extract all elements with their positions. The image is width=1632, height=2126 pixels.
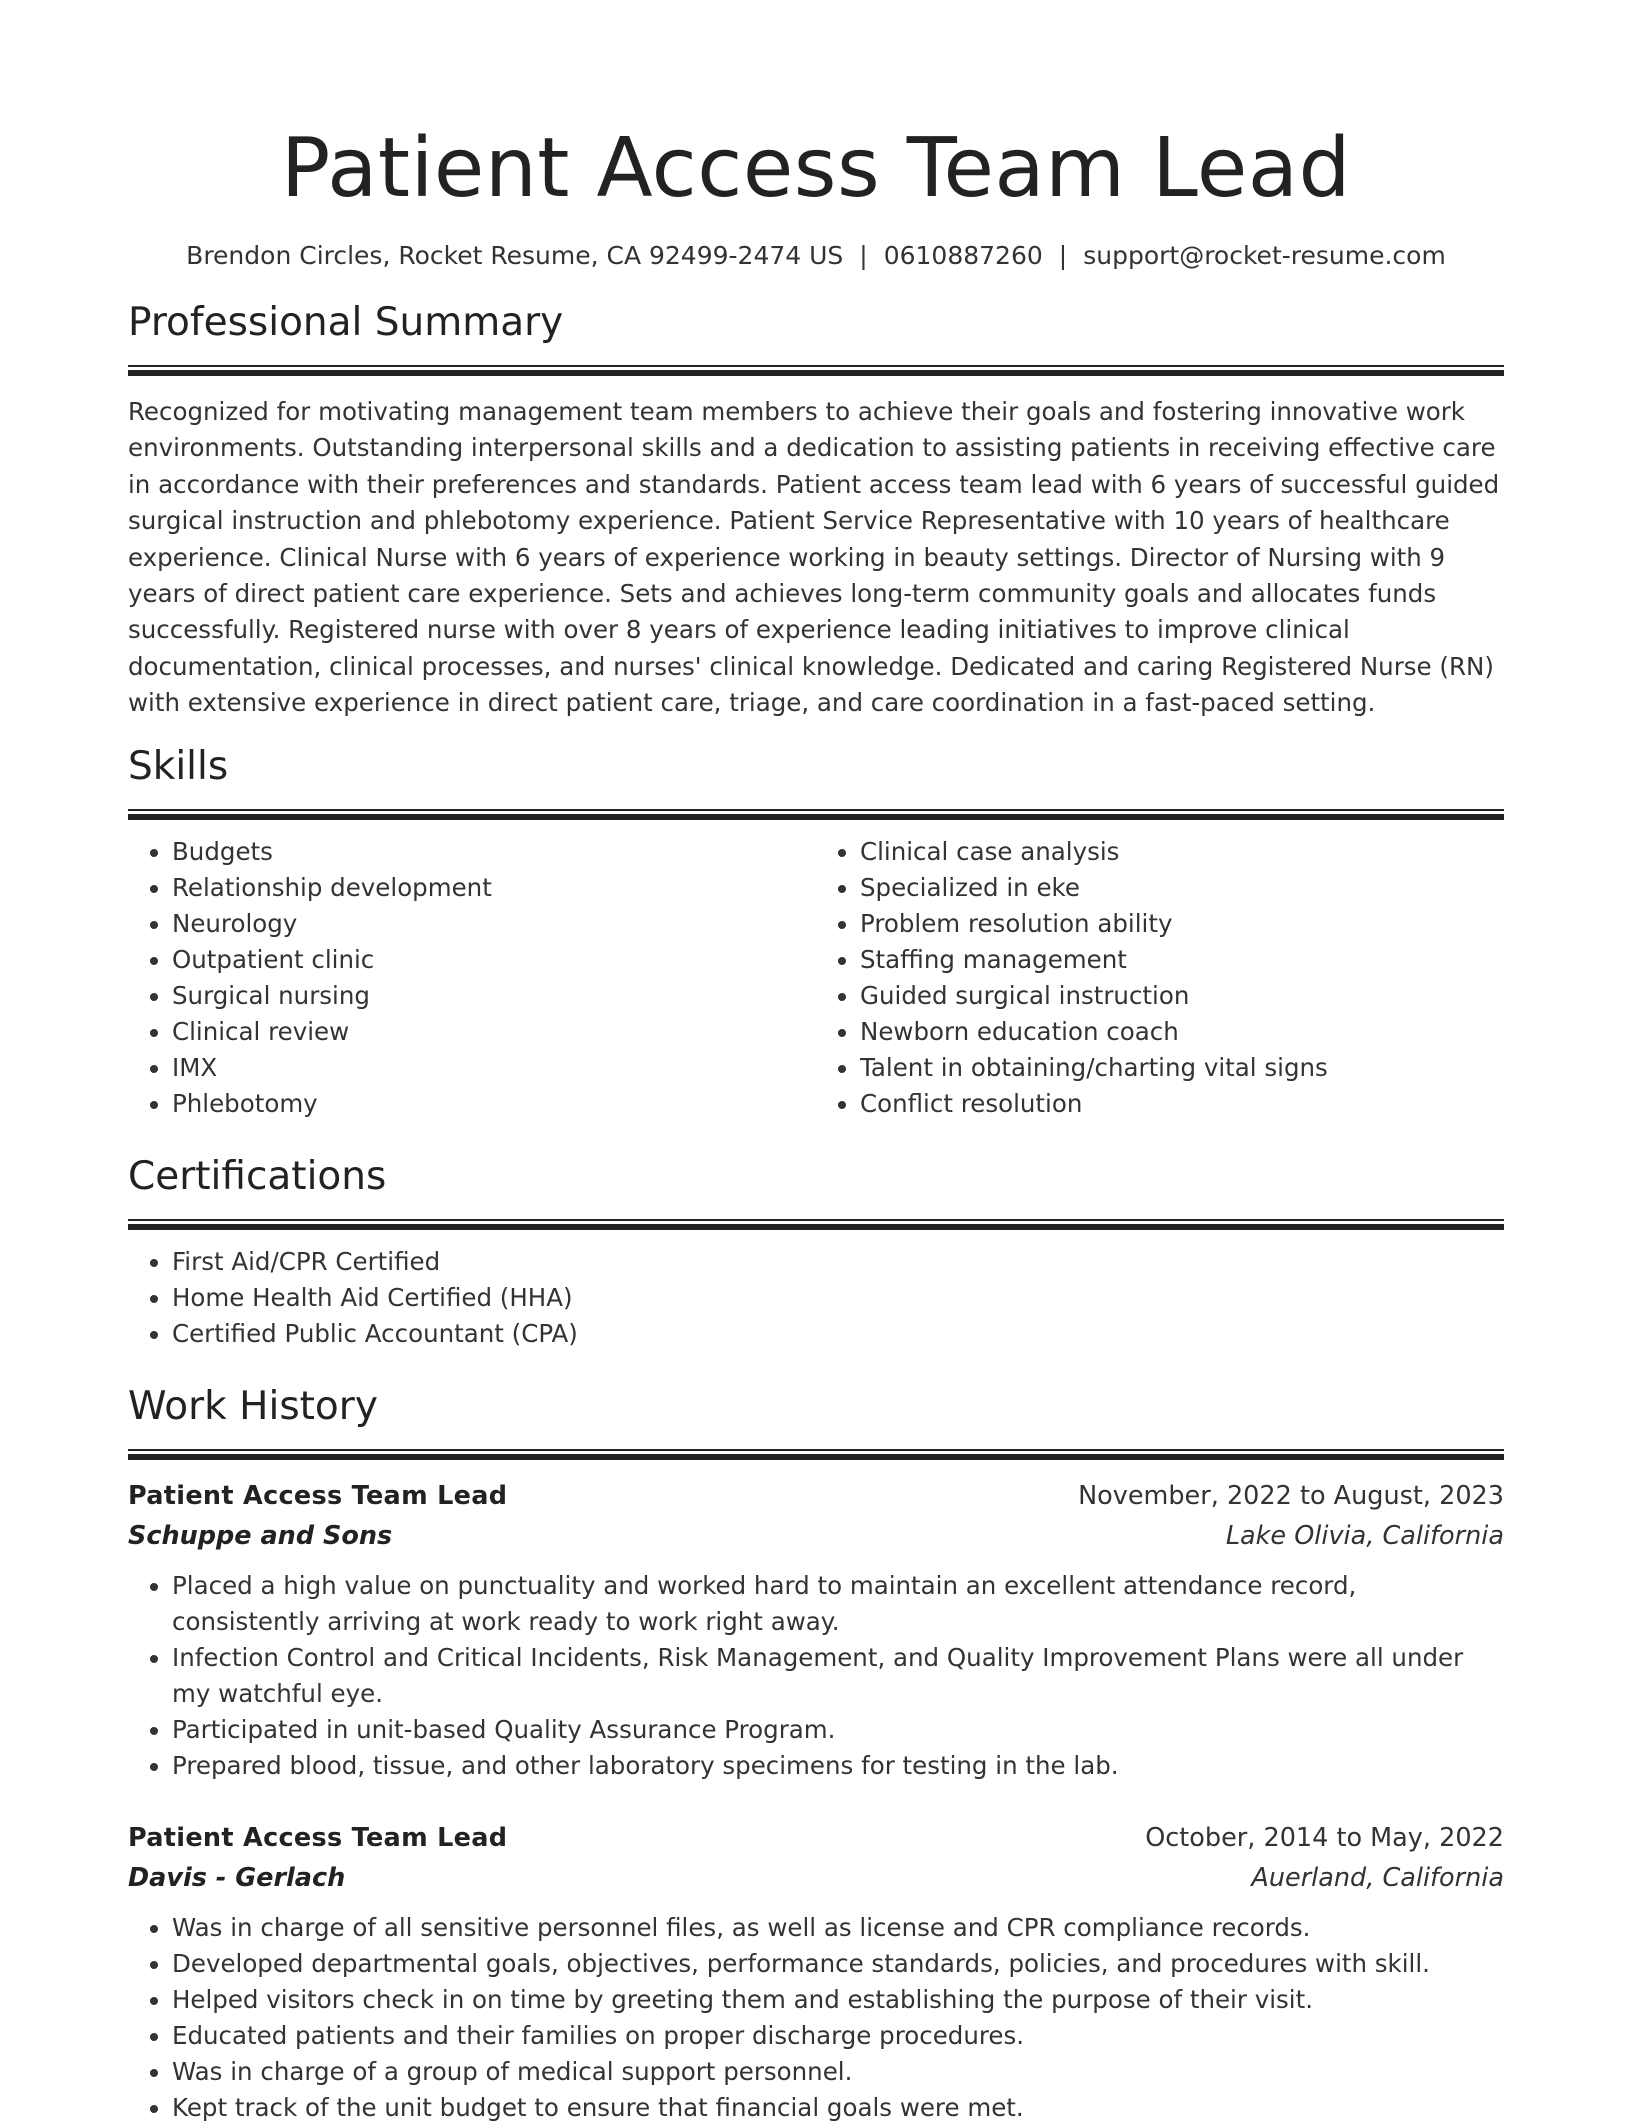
resume-name: Patient Access Team Lead xyxy=(280,121,1352,216)
job-entry xyxy=(128,1476,1504,1784)
section-divider xyxy=(128,809,1504,820)
section-divider xyxy=(128,1449,1504,1460)
summary-text: Recognized for motivating management team members to achieve their goals and fostering innovative work environments. Outstanding interpersonal skills and a dedication to assisting patients in receiving effective care in accordance with their preferences and standards. Patient access team lead with 6 years of successful guided surgical instruction and phlebotomy experience. Patient Service Representative with 10 years of healthcare experience. Clinical Nurse with 6 years of experience working in beauty settings. Director of Nursing with 9 years of direct patient care experience. Sets and achieves long-term community goals and allocates funds successfully. Registered nurse with over 8 years of experience leading initiatives to improve clinical documentation, clinical processes, and nurses' clinical knowledge. Dedicated and caring Registered Nurse (RN) with extensive experience in direct patient care, triage, and care coordination in a fast-paced setting. xyxy=(128,397,1500,718)
skill-item: • Relationship development xyxy=(172,870,816,906)
resume-page xyxy=(128,0,1504,2126)
job-company: Schuppe and Sons xyxy=(128,1520,393,1551)
job-header xyxy=(128,1818,1504,1858)
job-bullet: • Was in charge of a group of medical support personnel. xyxy=(172,2054,1504,2090)
job-location: Lake Olivia, California xyxy=(1225,1520,1504,1551)
skill-item: • Staffing management xyxy=(860,942,1504,978)
skill-item: • Clinical case analysis xyxy=(860,834,1504,870)
job-bullet: • Placed a high value on punctuality and worked hard to maintain an excellent attendance record, consistently arriving at work ready to work right away. xyxy=(172,1568,1504,1640)
certification-item: • Home Health Aid Certified (HHA) xyxy=(172,1280,1504,1316)
job-title: Patient Access Team Lead xyxy=(128,1822,508,1853)
skill-item: • Neurology xyxy=(172,906,816,942)
job-bullet: • Kept track of the unit budget to ensure that financial goals were met. xyxy=(172,2090,1504,2126)
job-bullet: • Developed departmental goals, objectives, performance standards, policies, and procedures with skill. xyxy=(172,1946,1504,1982)
job-company: Davis - Gerlach xyxy=(128,1862,346,1893)
skill-item: • Guided surgical instruction xyxy=(860,978,1504,1014)
skill-item: • Specialized in eke xyxy=(860,870,1504,906)
contact-address: Brendon Circles, Rocket Resume, CA 92499-2474 US xyxy=(186,241,844,270)
job-location: Auerland, California xyxy=(1251,1862,1504,1893)
contact-phone: 0610887260 xyxy=(883,241,1043,270)
skill-item: • Talent in obtaining/charting vital signs xyxy=(860,1050,1504,1086)
work-history-heading: Work History xyxy=(128,1383,378,1429)
certification-item: • Certified Public Accountant (CPA) xyxy=(172,1316,1504,1352)
skill-item: • Surgical nursing xyxy=(172,978,816,1014)
skill-item: • Problem resolution ability xyxy=(860,906,1504,942)
certifications-list xyxy=(128,1244,1504,1352)
work-history-section xyxy=(128,1382,1504,2126)
job-bullets xyxy=(128,1910,1504,2126)
job-title: Patient Access Team Lead xyxy=(128,1480,508,1511)
job-bullet: • Infection Control and Critical Incidents, Risk Management, and Quality Improvement Plans were all under my watchful eye. xyxy=(172,1640,1504,1712)
summary-section xyxy=(128,298,1504,722)
job-header xyxy=(128,1476,1504,1516)
skill-item: • Phlebotomy xyxy=(172,1086,816,1122)
skill-item: • IMX xyxy=(172,1050,816,1086)
job-subheader xyxy=(128,1516,1504,1556)
job-bullet: • Prepared blood, tissue, and other laboratory specimens for testing in the lab. xyxy=(172,1748,1504,1784)
contact-separator: | xyxy=(1058,241,1068,270)
skills-list-left xyxy=(128,834,816,1122)
summary-heading: Professional Summary xyxy=(128,300,564,345)
skills-section xyxy=(128,742,1504,1122)
skills-list-right xyxy=(816,834,1504,1122)
certifications-heading: Certifications xyxy=(128,1153,387,1199)
job-bullet: • Helped visitors check in on time by greeting them and establishing the purpose of their visit. xyxy=(172,1982,1504,2018)
certifications-section xyxy=(128,1152,1504,1352)
job-bullets xyxy=(128,1568,1504,1784)
job-dates: October, 2014 to May, 2022 xyxy=(1145,1822,1504,1853)
skill-item: • Budgets xyxy=(172,834,816,870)
contact-email: support@rocket-resume.com xyxy=(1083,241,1446,270)
job-bullet: • Was in charge of all sensitive personnel files, as well as license and CPR compliance records. xyxy=(172,1910,1504,1946)
skill-item: • Conflict resolution xyxy=(860,1086,1504,1122)
skills-columns xyxy=(128,834,1504,1122)
contact-line xyxy=(128,240,1504,272)
skill-item: • Newborn education coach xyxy=(860,1014,1504,1050)
skill-item: • Clinical review xyxy=(172,1014,816,1050)
section-divider xyxy=(128,1219,1504,1230)
section-divider xyxy=(128,365,1504,376)
skill-item: • Outpatient clinic xyxy=(172,942,816,978)
skills-heading: Skills xyxy=(128,743,229,789)
job-dates: November, 2022 to August, 2023 xyxy=(1078,1480,1504,1511)
job-bullet: • Participated in unit-based Quality Assurance Program. xyxy=(172,1712,1504,1748)
job-entry xyxy=(128,1818,1504,2126)
job-subheader xyxy=(128,1858,1504,1898)
contact-separator: | xyxy=(859,241,868,270)
job-bullet: • Educated patients and their families on proper discharge procedures. xyxy=(172,2018,1504,2054)
certification-item: • First Aid/CPR Certified xyxy=(172,1244,1504,1280)
